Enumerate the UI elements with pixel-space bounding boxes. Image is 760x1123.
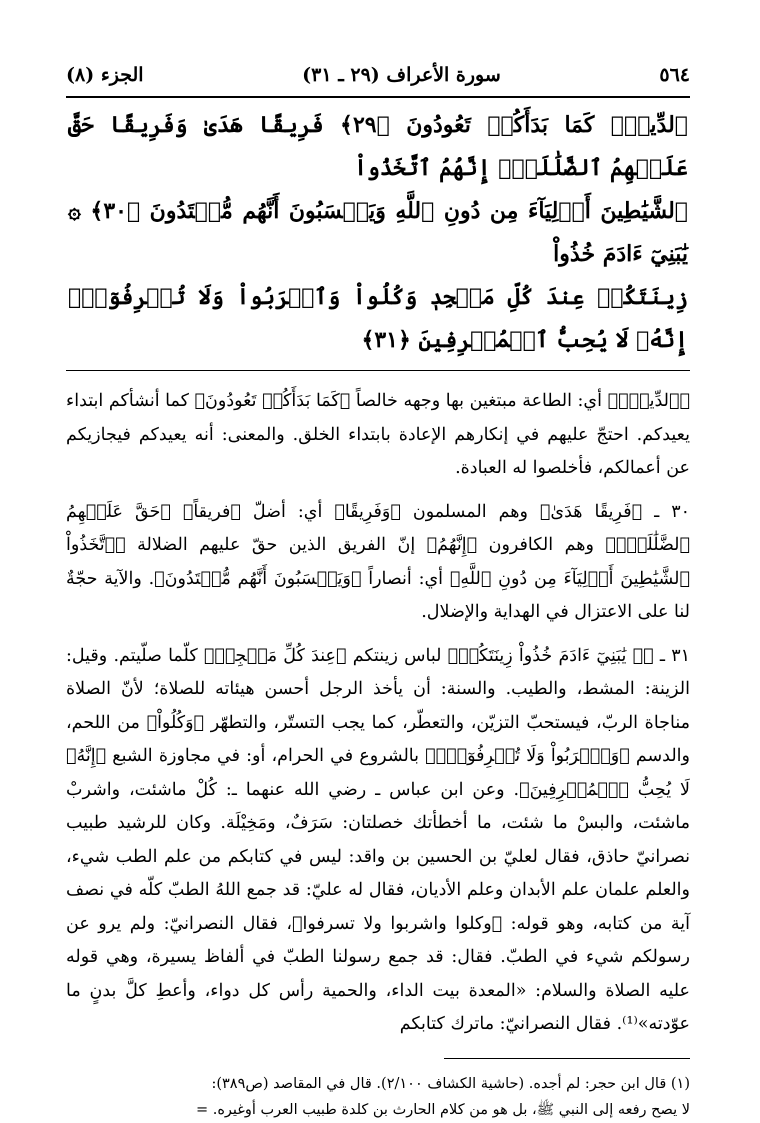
commentary-paragraph-2: ٣٠ ـ ﴿فَرِيقًا هَدَىٰ﴾ وهم المسلمون ﴿وَفَرِيقًا﴾ أي: أضلّ ﴿فريقاً﴾ ﴿حَقَّ عَلَيۡهِمُ ٱلضَّلَٰلَةُۚ﴾ وهم الكافرون ﴿إِنَّهُمُ﴾ إنّ الفريق الذين حقّ عليهم الضلالة ﴿ٱتَّخَذُواْ ٱلشَّيَٰطِينَ أَوۡلِيَآءَ مِن دُونِ ٱللَّهِ﴾ أي: أنصاراً ﴿وَيَحۡسَبُونَ أَنَّهُم مُّهۡتَدُونَ﴾. والآية حجّةٌ لنا على الاعتزال في الهداية والإضلال. [66,501,690,622]
footnotes [66,1058,690,1123]
footnote-1-line-2: لا يصح رفعه إلى النبي ﷺ، بل هو من كلام الحارث بن كلدة طبيب العرب أوغيره. = [195,1101,690,1118]
page-number: ٥٦٤ [659,64,690,86]
quran-verses [66,104,690,362]
surah-title: سورة الأعراف (٢٩ ـ ٣١) [302,64,501,86]
juz-label: الجزء (٨) [66,64,144,86]
commentary-paragraph-3: ٣١ ـ ﴿۞ يَٰبَنِيٓ ءَادَمَ خُذُواْ زِينَتَكُمۡ﴾ لباس زينتكم ﴿عِندَ كُلِّ مَسۡجِدٖ﴾ كلّما صلّيتم. وقيل: الزينة: المشط، والطيب. والسنة: أن يأخذ الرجل أحسن هيئاته للصلاة؛ لأنّ الصلاة مناجاة الربّ، فيستحبّ التزيّن، والتعطّر، كما يجب التستّر، والتطهّر ﴿وَكُلُواْ﴾ من اللحم، والدسم ﴿وَٱشۡرَبُواْ وَلَا تُسۡرِفُوٓاْۚ﴾ بالشروع في الحرام، أو: في مجاوزة الشبع ﴿إِنَّهُۥ لَا يُحِبُّ ٱلۡمُسۡرِفِينَ﴾. وعن ابن عباس ـ رضي الله عنهما ـ: كُلْ ماشئت، واشربْ ماشئت، والبسْ ما شئت، ما أخطأتك خصلتان: سَرَفٌ، ومَخِيْلَة. وكان للرشيد طبيب نصرانيّ حاذق، فقال لعليّ بن الحسين بن واقد: ليس في كتابكم من علم الطب شيء، والعلم علمان علم الأبدان وعلم الأديان، فقال له عليّ: قد جمع اللهُ الطبّ كلّه في نصف آية من كتابه، وهو قوله: ﴿وكلوا واشربوا ولا تسرفوا﴾، فقال النصرانيّ: ولم يرو عن رسولكم شيء في الطبّ. فقال: قد جمع رسولنا الطبّ في ألفاظ يسيرة، وهي قوله عليه الصلاة والسلام: «المعدة بيت الداء، والحمية رأس كل دواء، وأعطِ كلَّ بدنٍ ما عوّدته»⁽¹⁾. فقال النصرانيّ: ماترك كتابكم [66,645,690,1034]
header-rule [66,96,690,98]
page-header [66,58,690,92]
page [66,58,690,1123]
verses-rule [66,370,690,371]
verse-line-3: زِينَتَكُمۡ عِندَ كُلِّ مَسۡجِدٖ وَكُلُواْ وَٱشۡرَبُواْ وَلَا تُسۡرِفُوٓاْۚ إِنَّهُۥ لَا يُحِبُّ ٱلۡمُسۡرِفِينَ ﴿٣١﴾ [68,284,688,353]
verse-line-1: ٱلدِّينَۚ كَمَا بَدَأَكُمۡ تَعُودُونَ ﴿٢٩﴾ فَرِيقًا هَدَىٰ وَفَرِيقًا حَقَّ عَلَيۡهِمُ ٱلضَّلَٰلَةُۚ إِنَّهُمُ ٱتَّخَذُواْ [68,112,688,181]
verse-line-2: ٱلشَّيَٰطِينَ أَوۡلِيَآءَ مِن دُونِ ٱللَّهِ وَيَحۡسَبُونَ أَنَّهُم مُّهۡتَدُونَ ﴿٣٠﴾ ۞ يَٰبَنِيٓ ءَادَمَ خُذُواْ [68,198,689,267]
footnote-rule [444,1058,690,1059]
commentary-paragraph-1: ﴿ٱلدِّينَۚ﴾ أي: الطاعة مبتغين بها وجهه خالصاً ﴿كَمَا بَدَأَكُمۡ تَعُودُونَ﴾ كما أنشأكم ابتداء يعيدكم. احتجّ عليهم في إنكارهم الإعادة بابتداء الخلق. والمعنى: أنه يعيدكم فيجازيكم عن أعمالكم، فأخلصوا له العبادة. [66,391,690,478]
footnote-1-line-1: (١) قال ابن حجر: لم أجده. (حاشية الكشاف ٢/١٠٠). قال في المقاصد (ص٣٨٩): [211,1075,690,1092]
